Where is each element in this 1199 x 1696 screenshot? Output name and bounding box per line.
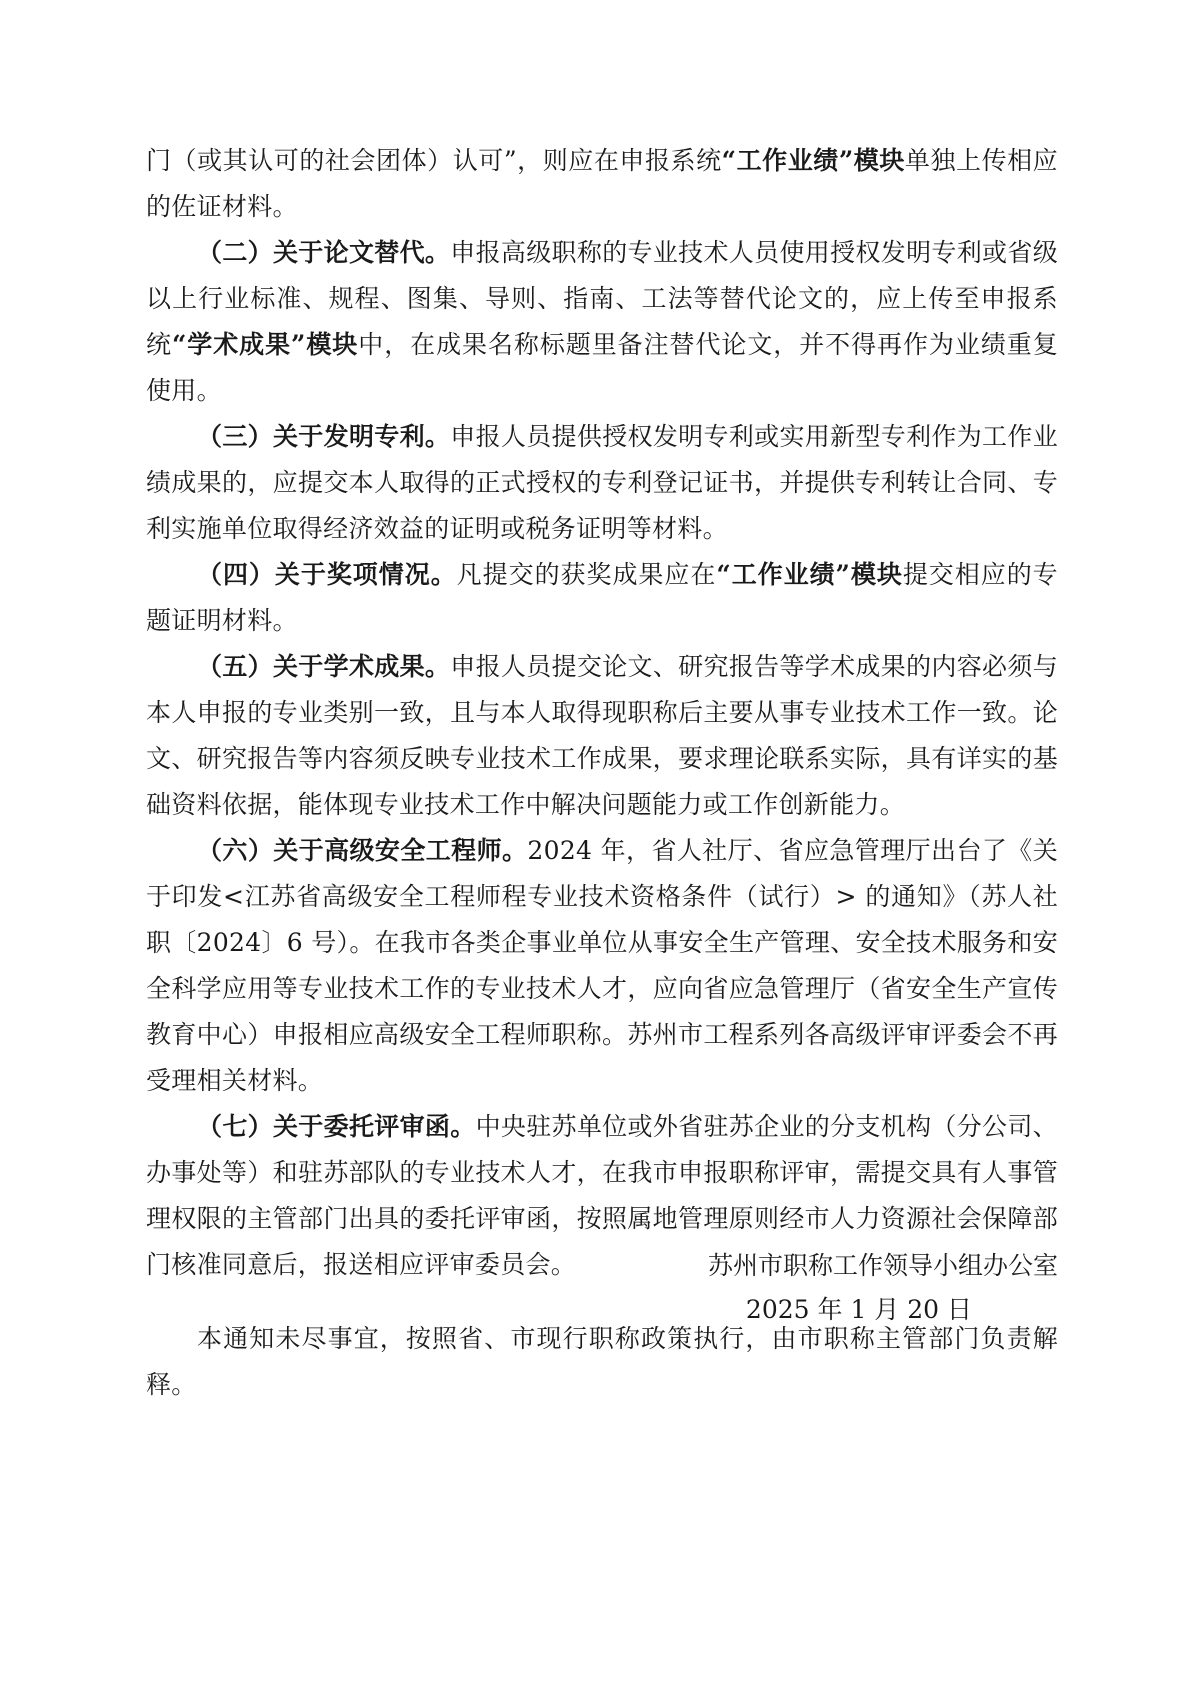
- item-awards: [146, 552, 1058, 644]
- item-senior-safety-engineer: [146, 828, 1058, 1104]
- item-heading: （四）关于奖项情况。: [197, 560, 457, 589]
- item-academic-results: [146, 644, 1058, 828]
- item-heading: （六）关于高级安全工程师。: [197, 836, 528, 865]
- signature-organization: 苏州市职称工作领导小组办公室: [707, 1251, 1058, 1280]
- item-text: 中，在成果名称标题里备注替代论文，并不得再作为业绩重复使用。: [146, 330, 1058, 405]
- item-heading: （七）关于委托评审函。: [197, 1112, 476, 1141]
- signature-date: 2025 年 1 月 20 日: [745, 1295, 972, 1324]
- item-text: 提交相应的专题证明材料。: [146, 560, 1058, 635]
- intro-text-1: 门（或其认可的社会团体）认可”，则应在申报系统: [146, 146, 722, 175]
- item-text: 申报人员提供授权发明专利或实用新型专利作为工作业绩成果的，应提交本人取得的正式授权的专利登记证书，并提供专利转让合同、专利实施单位取得经济效益的证明或税务证明等材料。: [146, 422, 1058, 543]
- closing-paragraph: 本通知未尽事宜，按照省、市现行职称政策执行，由市职称主管部门负责解释。: [146, 1324, 1058, 1399]
- intro-bold-module: “工作业绩”模块: [721, 146, 905, 175]
- item-text: 申报高级职称的专业技术人员使用授权发明专利或省级以上行业标准、规程、图集、导则、指南、工法等替代论文的，应上传至申报系统: [146, 238, 1058, 359]
- item-heading: （三）关于发明专利。: [197, 422, 451, 451]
- item-text: 2024 年，省人社厅、省应急管理厅出台了《关于印发<江苏省高级安全工程师程专业技术资格条件（试行）> 的通知》（苏人社职〔2024〕6 号）。在我市各类企事业单位从事安全生产管理、安全技术服务和安全科学应用等专业技术工作的专业技术人才，应向省应急管理厅（省安全生产宣传教育中心）申报相应高级安全工程师职称。苏州市工程系列各高级评审评委会不再受理相关材料。: [146, 836, 1058, 1095]
- item-paper-substitution: [146, 230, 1058, 414]
- document-body: [146, 138, 1058, 1408]
- item-bold-module: “学术成果”模块: [171, 330, 359, 359]
- item-text: 申报人员提交论文、研究报告等学术成果的内容必须与本人申报的专业类别一致，且与本人取得现职称后主要从事专业技术工作一致。论文、研究报告等内容须反映专业技术工作成果，要求理论联系实际，具有详实的基础资料依据，能体现专业技术工作中解决问题能力或工作创新能力。: [146, 652, 1058, 819]
- intro-paragraph: [146, 138, 1058, 230]
- item-heading: （五）关于学术成果。: [197, 652, 451, 681]
- item-text: 中央驻苏单位或外省驻苏企业的分支机构（分公司、办事处等）和驻苏部队的专业技术人才，在我市申报职称评审，需提交具有人事管理权限的主管部门出具的委托评审函，按照属地管理原则经市人力资源社会保障部门核准同意后，报送相应评审委员会。: [146, 1112, 1058, 1279]
- intro-text-2: 单独上传相应的佐证材料。: [146, 146, 1058, 221]
- item-text: 凡提交的获奖成果应在: [456, 560, 717, 589]
- item-heading: （二）关于论文替代。: [197, 238, 451, 267]
- item-invention-patent: [146, 414, 1058, 552]
- item-bold-module: “工作业绩”模块: [716, 560, 903, 589]
